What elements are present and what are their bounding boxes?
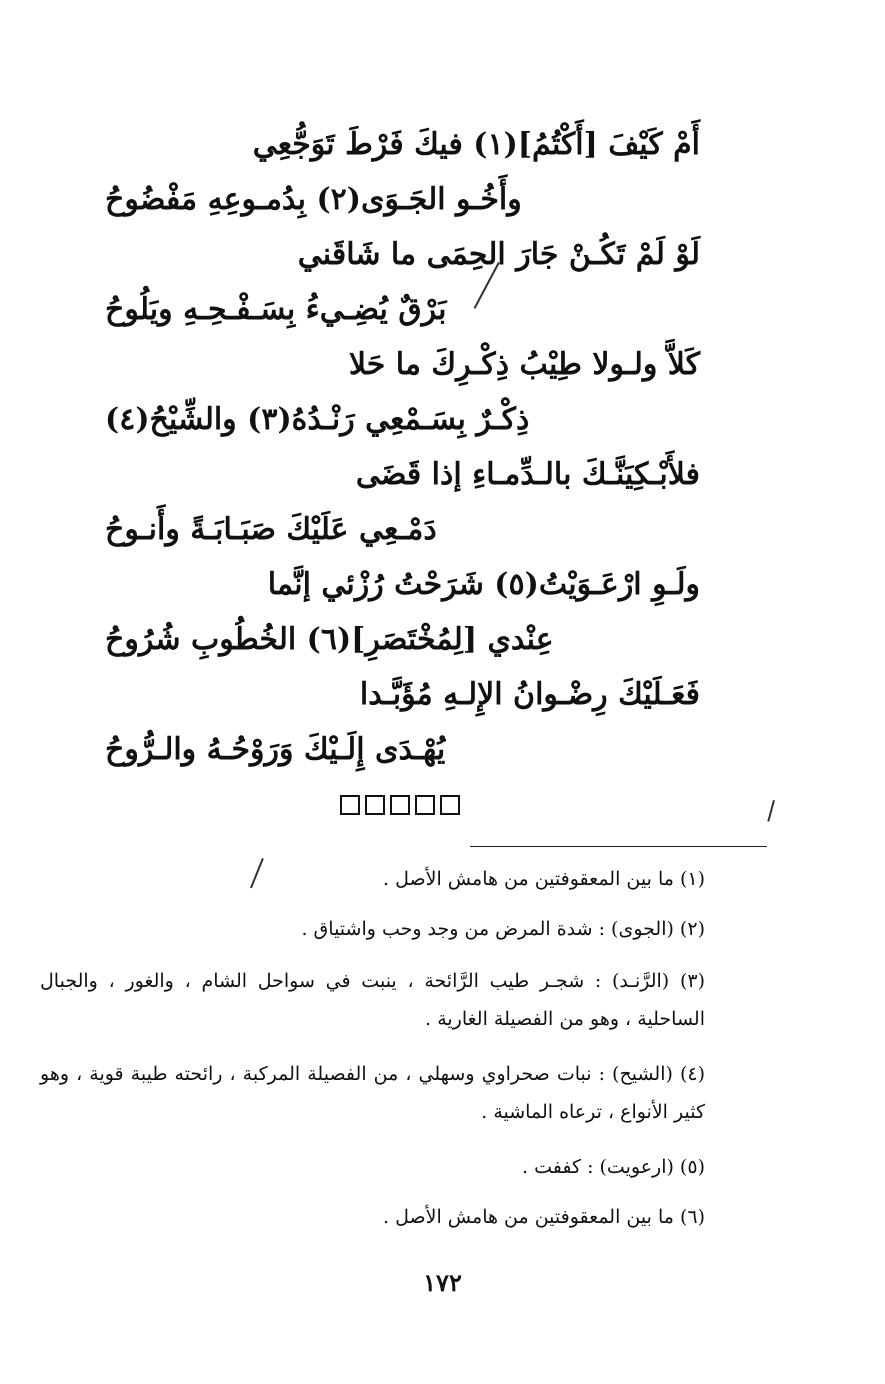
footnote-4: (٤) (الشيح) : نبات صحراوي وسهلي ، من الفصيلة المركبة ، رائحته طيبة قوية ، وهو كثير الأنواع ، ترعاه الماشية . — [40, 1063, 705, 1123]
ornament-square — [390, 795, 410, 815]
footnote-1: (١) ما بين المعقوفتين من هامش الأصل . — [383, 868, 705, 890]
footnote-separator — [470, 846, 767, 847]
verse-line: يُهْـدَى إِلَـيْكَ وَرَوْحُـهُ والـرُّوحُ — [105, 732, 446, 767]
ornament-square — [340, 795, 360, 815]
section-end-ornament — [340, 795, 460, 815]
ornament-square — [440, 795, 460, 815]
verse-line: فلأَبْـكِيَنَّـكَ بالـدِّمـاءِ إذا قَضَى — [355, 457, 700, 492]
verse-line: ذِكْـرٌ بِسَـمْعِي رَنْـدُهُ(٣) والشِّيْحُ(٤) — [105, 402, 530, 437]
page-number: ١٧٢ — [423, 1268, 462, 1297]
verse-line: لَوْ لَمْ تَكُـنْ جَارَ الحِمَى ما شَاقَني — [297, 237, 700, 272]
verse-line: فَعَـلَيْكَ رِضْـوانُ الإِلـهِ مُؤَبَّـدا — [359, 677, 700, 712]
verse-line: عِنْدي [لِمُخْتَصَرِ](٦) الخُطُوبِ شُرُوحُ — [105, 622, 554, 657]
ornament-square — [415, 795, 435, 815]
footnote-6: (٦) ما بين المعقوفتين من هامش الأصل . — [383, 1206, 705, 1228]
footnote-5: (٥) (ارعويت) : كففت . — [522, 1156, 705, 1178]
scan-mark — [250, 858, 263, 888]
verse-line: دَمْـعِي عَلَيْكَ صَبَـابَـةً وأَنـوحُ — [105, 512, 437, 547]
verse-line: ولَـوِ ارْعَـوَيْتُ(٥) شَرَحْتُ رُزْئي إنَّما — [267, 567, 700, 602]
verse-line: كَلاَّ ولـولا طِيْبُ ذِكْـرِكَ ما حَلا — [348, 347, 700, 382]
footnote-2: (٢) (الجوى) : شدة المرض من وجد وحب واشتياق . — [301, 918, 705, 940]
footnote-3: (٣) (الرَّنـد) : شجـر طيب الرَّائحة ، ينبت في سواحل الشام ، والغور ، والجبال الساحلية ، وهو من الفصيلة الغارية . — [40, 970, 705, 1030]
ornament-square — [365, 795, 385, 815]
verse-line: أَمْ كَيْفَ [أَكْتُمُ](١) فيكَ فَرْطَ تَوَجُّعِي — [252, 127, 700, 162]
scan-mark — [767, 800, 774, 822]
verse-line: بَرْقٌ يُضِـيءُ بِسَـفْـحِـهِ ويَلُوحُ — [105, 292, 447, 327]
verse-line: وأَخُـو الجَـوَى(٢) بِدُمـوعِهِ مَفْضُوحُ — [105, 182, 522, 217]
